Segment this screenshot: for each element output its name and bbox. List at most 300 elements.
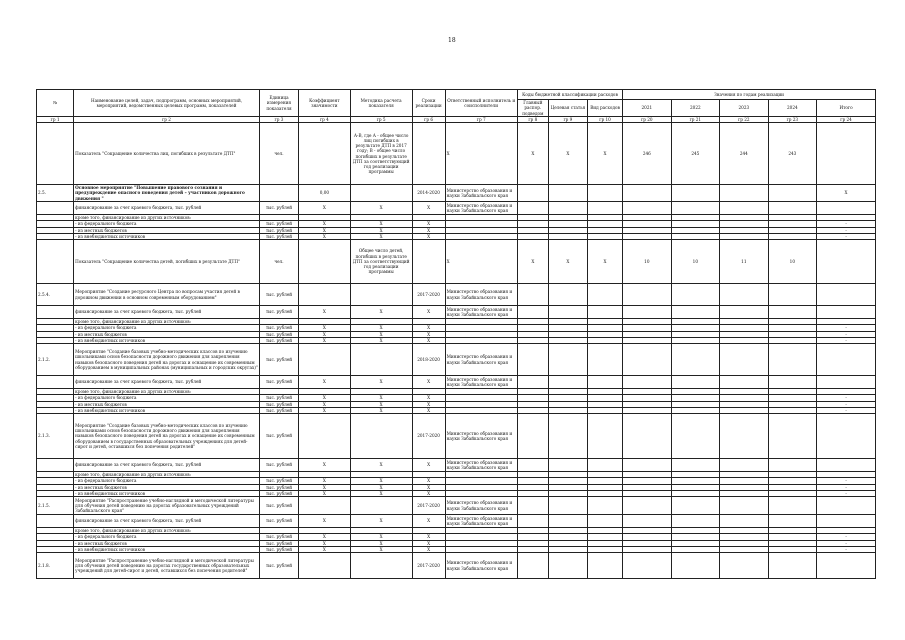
- table-cell: [768, 344, 817, 376]
- table-cell: Х: [412, 484, 445, 490]
- table-cell: 2017-2020: [412, 553, 445, 579]
- table-cell: Х: [350, 540, 412, 546]
- table-cell: Х: [299, 331, 351, 337]
- table-cell: Х: [299, 395, 351, 401]
- column-number: гр 1: [37, 116, 74, 122]
- table-cell: Х: [412, 534, 445, 540]
- table-cell: [299, 497, 351, 515]
- table-cell: [720, 497, 769, 515]
- table-cell: [259, 185, 298, 202]
- table-cell: Х: [350, 337, 412, 343]
- header-method: Методика расчета показателя: [350, 90, 412, 117]
- table-cell: [299, 240, 351, 284]
- table-cell: Х: [350, 325, 412, 331]
- table-cell: 10: [671, 240, 720, 284]
- table-cell: 2.1.2.: [37, 344, 74, 376]
- table-cell: [720, 306, 769, 319]
- table-row: [37, 515, 876, 528]
- table-cell: Х: [350, 459, 412, 472]
- table-cell: [671, 376, 720, 389]
- table-cell: Министерство образования и науки Забайкальского края: [445, 414, 517, 459]
- table-cell: тыс. рублей: [259, 227, 298, 233]
- table-cell: [817, 553, 876, 579]
- table-cell: - из федерального бюджета: [74, 325, 260, 331]
- table-cell: [299, 553, 351, 579]
- table-cell: финансирование за счет краевого бюджета, тыс. рублей: [74, 459, 260, 472]
- table-cell: Министерство образования и науки Забайкальского края: [445, 306, 517, 319]
- table-cell: [37, 376, 74, 389]
- table-cell: Х: [299, 227, 351, 233]
- table-cell: Х: [412, 337, 445, 343]
- table-cell: [350, 553, 412, 579]
- table-cell: тыс. рублей: [259, 484, 298, 490]
- table-cell: [587, 185, 622, 202]
- table-cell: [587, 515, 622, 528]
- table-cell: [817, 284, 876, 306]
- table-cell: [412, 123, 445, 185]
- table-cell: финансирование за счет краевого бюджета, тыс. рублей: [74, 376, 260, 389]
- table-cell: Х: [517, 123, 548, 185]
- table-cell: тыс. рублей: [259, 331, 298, 337]
- table-cell: -: [817, 325, 876, 331]
- header-coef: Коэффициент значимости: [299, 90, 351, 117]
- table-cell: Х: [299, 401, 351, 407]
- table-cell: [350, 284, 412, 306]
- table-cell: [299, 414, 351, 459]
- table-cell: [623, 284, 672, 306]
- table-cell: [623, 414, 672, 459]
- table-cell: Х: [299, 337, 351, 343]
- table-cell: [671, 414, 720, 459]
- table-cell: Х: [412, 401, 445, 407]
- table-cell: тыс. рублей: [259, 401, 298, 407]
- table-cell: 244: [720, 123, 769, 185]
- table-cell: - из федерального бюджета: [74, 395, 260, 401]
- table-cell: тыс. рублей: [259, 478, 298, 484]
- table-cell: [623, 185, 672, 202]
- table-cell: [817, 240, 876, 284]
- table-cell: [768, 185, 817, 202]
- table-cell: [548, 553, 587, 579]
- table-cell: Мероприятие "Создание ресурсного Центра по вопросам участия детей в дорожном движении в основном современным оборудованием": [74, 284, 260, 306]
- table-cell: -: [817, 407, 876, 413]
- table-cell: [517, 202, 548, 215]
- table-cell: Х: [412, 376, 445, 389]
- table-cell: [720, 376, 769, 389]
- table-cell: [720, 515, 769, 528]
- table-cell: [720, 459, 769, 472]
- table-cell: [517, 515, 548, 528]
- table-cell: - из внебюджетных источников: [74, 546, 260, 552]
- table-cell: Показатель "Сокращение количества лиц, погибших в результате ДТП": [74, 123, 260, 185]
- table-cell: Основное мероприятие "Повышение правового сознания и предупреждение опасного поведения детей – участников дорожного движения ": [74, 185, 260, 202]
- table-cell: -: [817, 546, 876, 552]
- table-cell: - из внебюджетных источников: [74, 407, 260, 413]
- table-cell: [768, 553, 817, 579]
- table-cell: кроме того, финансирование из других источников:: [74, 389, 260, 395]
- table-cell: [671, 515, 720, 528]
- table-cell: [623, 344, 672, 376]
- table-cell: -: [817, 534, 876, 540]
- table-cell: Х: [350, 546, 412, 552]
- table-cell: 2.1.5.: [37, 497, 74, 515]
- table-cell: Х: [412, 227, 445, 233]
- table-cell: [587, 414, 622, 459]
- table-cell: [587, 202, 622, 215]
- table-cell: Х: [350, 221, 412, 227]
- table-cell: [37, 459, 74, 472]
- table-cell: Х: [412, 540, 445, 546]
- table-cell: -: [817, 484, 876, 490]
- column-number: гр 21: [671, 116, 720, 122]
- table-cell: Х: [412, 331, 445, 337]
- table-cell: [817, 123, 876, 185]
- table-cell: тыс. рублей: [259, 395, 298, 401]
- table-row: [37, 202, 876, 215]
- table-cell: [517, 497, 548, 515]
- table-cell: тыс. рублей: [259, 376, 298, 389]
- table-cell: [587, 284, 622, 306]
- table-cell: Министерство образования и науки Забайкальского края: [445, 515, 517, 528]
- table-cell: [623, 376, 672, 389]
- table-cell: [817, 459, 876, 472]
- table-cell: [548, 202, 587, 215]
- table-row: [37, 344, 876, 376]
- table-cell: [37, 240, 74, 284]
- table-cell: Х: [445, 123, 517, 185]
- column-number: гр 5: [350, 116, 412, 122]
- table-cell: -: [817, 233, 876, 239]
- table-cell: [671, 306, 720, 319]
- table-cell: -: [817, 227, 876, 233]
- table-cell: Министерство образования и науки Забайкальского края: [445, 344, 517, 376]
- table-cell: Х: [412, 459, 445, 472]
- table-cell: - из внебюджетных источников: [74, 233, 260, 239]
- table-cell: [517, 344, 548, 376]
- table-cell: Мероприятие "Создание базовых учебно-методических классов по изучению школьниками основ безопасности дорожного движения для закрепления навыков безопасного поведения детей на дорогах и оснащение их современным оборудованием в государственных образовательных учреждениях для детей-сирот и детей, оставшихся без попечения родителей": [74, 414, 260, 459]
- table-cell: - из местных бюджетов: [74, 540, 260, 546]
- table-row: [37, 240, 876, 284]
- column-number: гр 6: [412, 116, 445, 122]
- table-cell: [548, 306, 587, 319]
- table-cell: Х: [299, 306, 351, 319]
- table-cell: Мероприятие "Создание базовых учебно-методических классов по изучению школьниками основ безопасности дорожного движения для закрепления навыков безопасного поведения детей на дорогах и оснащение их современным оборудованием в муниципальных районах (муниципальных и городских округах)": [74, 344, 260, 376]
- table-cell: [517, 459, 548, 472]
- table-cell: [37, 123, 74, 185]
- table-cell: кроме того, финансирование из других источников:: [74, 472, 260, 478]
- table-cell: 2.1.3.: [37, 414, 74, 459]
- table-row: [37, 376, 876, 389]
- table-cell: Х: [548, 240, 587, 284]
- table-cell: -: [817, 331, 876, 337]
- table-cell: [412, 240, 445, 284]
- table-cell: 2018-2020: [412, 344, 445, 376]
- table-cell: Х: [299, 478, 351, 484]
- table-cell: [817, 376, 876, 389]
- table-cell: Х: [350, 395, 412, 401]
- table-cell: тыс. рублей: [259, 306, 298, 319]
- program-table: [36, 89, 876, 579]
- table-cell: [671, 497, 720, 515]
- table-cell: тыс. рублей: [259, 534, 298, 540]
- table-cell: тыс. рублей: [259, 490, 298, 496]
- table-cell: Х: [350, 515, 412, 528]
- table-cell: Х: [412, 325, 445, 331]
- table-cell: 11: [720, 240, 769, 284]
- table-cell: тыс. рублей: [259, 337, 298, 343]
- table-cell: Х: [350, 484, 412, 490]
- table-cell: тыс. рублей: [259, 546, 298, 552]
- header-kbk-sub: Главный распор. подведом: [517, 100, 548, 117]
- table-cell: Х: [299, 325, 351, 331]
- table-cell: финансирование за счет краевого бюджета, тыс. рублей: [74, 306, 260, 319]
- table-cell: - из федерального бюджета: [74, 534, 260, 540]
- table-cell: [587, 376, 622, 389]
- header-kbk-sub: Целевая статья: [548, 100, 587, 117]
- table-cell: -: [817, 221, 876, 227]
- table-row: [37, 185, 876, 202]
- table-row: [37, 459, 876, 472]
- header-unit: Единица измерения показателя: [259, 90, 298, 117]
- table-cell: - из федерального бюджета: [74, 478, 260, 484]
- table-cell: [768, 376, 817, 389]
- column-number: гр 10: [587, 116, 622, 122]
- table-row: [37, 123, 876, 185]
- table-row: [37, 284, 876, 306]
- table-cell: 0,00: [299, 185, 351, 202]
- table-cell: Министерство образования и науки Забайкальского края: [445, 376, 517, 389]
- table-cell: Х: [412, 202, 445, 215]
- column-number: гр 4: [299, 116, 351, 122]
- table-cell: Х: [299, 534, 351, 540]
- header-kbk-sub: Вид расходов: [587, 100, 622, 117]
- table-cell: Х: [548, 123, 587, 185]
- table-cell: Х: [350, 233, 412, 239]
- column-number: гр 23: [768, 116, 817, 122]
- table-cell: Х: [299, 376, 351, 389]
- table-cell: Х: [299, 515, 351, 528]
- table-cell: Х: [299, 540, 351, 546]
- table-cell: [817, 414, 876, 459]
- table-cell: Х: [350, 401, 412, 407]
- table-cell: Х: [350, 227, 412, 233]
- table-cell: тыс. рублей: [259, 553, 298, 579]
- table-cell: [720, 284, 769, 306]
- table-cell: Показатель "Сокращение количества детей, погибших в результате ДТП": [74, 240, 260, 284]
- table-cell: [768, 497, 817, 515]
- table-cell: 10: [623, 240, 672, 284]
- table-cell: Х: [350, 407, 412, 413]
- table-cell: [720, 202, 769, 215]
- table-cell: Х: [412, 233, 445, 239]
- table-cell: [517, 306, 548, 319]
- header-year: 2021: [623, 100, 672, 117]
- table-cell: - из федерального бюджета: [74, 221, 260, 227]
- table-cell: 2.5.: [37, 185, 74, 202]
- table-cell: [671, 284, 720, 306]
- table-cell: [817, 344, 876, 376]
- table-cell: Х: [350, 202, 412, 215]
- table-cell: [299, 284, 351, 306]
- header-year: 2024: [768, 100, 817, 117]
- table-cell: -: [817, 490, 876, 496]
- table-cell: [587, 344, 622, 376]
- column-number: гр 2: [74, 116, 260, 122]
- table-cell: [37, 202, 74, 215]
- table-cell: - из внебюджетных источников: [74, 490, 260, 496]
- table-cell: [817, 497, 876, 515]
- table-cell: Х: [412, 490, 445, 496]
- header-name: Наименование целей, задач, подпрограмм, основных мероприятий, мероприятий, ведомственных целевых программ, показателей: [74, 90, 260, 117]
- table-cell: [671, 185, 720, 202]
- table-cell: Х: [350, 534, 412, 540]
- table-row: [37, 414, 876, 459]
- table-row: [37, 553, 876, 579]
- column-number: гр 24: [817, 116, 876, 122]
- table-cell: Мероприятие "Распространение учебно-наглядной и методической литературы для обучения детей поведению на дорогах образовательных учреждений Забайкальского края": [74, 497, 260, 515]
- column-number: гр 20: [623, 116, 672, 122]
- table-cell: [623, 202, 672, 215]
- table-cell: 245: [671, 123, 720, 185]
- table-cell: - из местных бюджетов: [74, 401, 260, 407]
- table-cell: [517, 553, 548, 579]
- table-cell: [548, 344, 587, 376]
- table-cell: -: [817, 478, 876, 484]
- table-cell: -: [817, 337, 876, 343]
- table-cell: Х: [299, 202, 351, 215]
- table-cell: [817, 202, 876, 215]
- column-number: гр 8: [517, 116, 548, 122]
- table-cell: кроме того, финансирование из других источников:: [74, 319, 260, 325]
- table-cell: - из местных бюджетов: [74, 331, 260, 337]
- table-cell: Х: [350, 490, 412, 496]
- page-number: 18: [448, 37, 456, 44]
- table-cell: [671, 553, 720, 579]
- table-cell: чел.: [259, 240, 298, 284]
- table-cell: Министерство образования и науки Забайкальского края: [445, 459, 517, 472]
- table-cell: [517, 284, 548, 306]
- table-cell: Х: [350, 306, 412, 319]
- table-cell: тыс. рублей: [259, 344, 298, 376]
- table-cell: 246: [623, 123, 672, 185]
- table-cell: -: [817, 540, 876, 546]
- header-period: Сроки реализации: [412, 90, 445, 117]
- table-cell: [548, 515, 587, 528]
- table-cell: [517, 376, 548, 389]
- table-cell: [548, 497, 587, 515]
- table-cell: кроме того, финансирование из других источников:: [74, 528, 260, 534]
- table-cell: [587, 553, 622, 579]
- table-cell: [299, 123, 351, 185]
- table-cell: [548, 185, 587, 202]
- table-cell: кроме того, финансирование из других источников:: [74, 215, 260, 221]
- table-cell: Министерство образования и науки Забайкальского края: [445, 202, 517, 215]
- table-cell: Х: [412, 306, 445, 319]
- table-cell: - из местных бюджетов: [74, 484, 260, 490]
- table-cell: [671, 459, 720, 472]
- table-cell: Х: [299, 233, 351, 239]
- table-cell: [671, 344, 720, 376]
- table-cell: тыс. рублей: [259, 515, 298, 528]
- table-cell: Х: [299, 459, 351, 472]
- table-cell: Х: [412, 478, 445, 484]
- table-cell: Х: [299, 221, 351, 227]
- column-number: гр 3: [259, 116, 298, 122]
- table-cell: Х: [412, 221, 445, 227]
- table-cell: Х: [817, 185, 876, 202]
- table-cell: [37, 515, 74, 528]
- table-cell: 2017-2020: [412, 284, 445, 306]
- table-cell: [37, 306, 74, 319]
- table-cell: [768, 202, 817, 215]
- table-cell: [548, 459, 587, 472]
- table-cell: - из внебюджетных источников: [74, 337, 260, 343]
- table-cell: [768, 459, 817, 472]
- table-cell: тыс. рублей: [259, 540, 298, 546]
- table-cell: Х: [412, 515, 445, 528]
- table-cell: тыс. рублей: [259, 221, 298, 227]
- table-cell: Х: [412, 407, 445, 413]
- table-cell: Х: [350, 376, 412, 389]
- table-cell: 243: [768, 123, 817, 185]
- table-cell: -: [817, 401, 876, 407]
- column-number: гр 9: [548, 116, 587, 122]
- table-cell: [350, 344, 412, 376]
- table-cell: чел.: [259, 123, 298, 185]
- table-cell: [350, 185, 412, 202]
- table-cell: тыс. рублей: [259, 202, 298, 215]
- header-kbk: Коды бюджетной классификации расходов: [517, 90, 622, 100]
- table-cell: Х: [587, 240, 622, 284]
- table-row: [37, 306, 876, 319]
- table-cell: Общее число детей, погибших в результате ДТП за соответствующий год реализации программы: [350, 240, 412, 284]
- table-cell: Х: [350, 478, 412, 484]
- table-cell: [720, 344, 769, 376]
- header-year: 2022: [671, 100, 720, 117]
- table-cell: [768, 515, 817, 528]
- table-cell: тыс. рублей: [259, 233, 298, 239]
- table-cell: Х: [299, 407, 351, 413]
- table-cell: -: [817, 395, 876, 401]
- table-cell: [623, 306, 672, 319]
- table-cell: Х: [299, 490, 351, 496]
- table-cell: [587, 497, 622, 515]
- table-cell: Х: [445, 240, 517, 284]
- table-cell: Х: [517, 240, 548, 284]
- table-cell: [517, 414, 548, 459]
- column-number: гр 22: [720, 116, 769, 122]
- table-cell: 2.1.8.: [37, 553, 74, 579]
- table-cell: Министерство образования и науки Забайкальского края: [445, 553, 517, 579]
- table-cell: [548, 414, 587, 459]
- table-cell: - из местных бюджетов: [74, 227, 260, 233]
- table-cell: [350, 497, 412, 515]
- table-cell: Х: [299, 484, 351, 490]
- table-cell: [623, 553, 672, 579]
- table-cell: Мероприятие "Распространение учебно-наглядной и методической литературы для обучения детей поведению на дорогах государственных образовательных учреждений для детей-сирот и детей, оставшихся без попечения родителей": [74, 553, 260, 579]
- table-cell: тыс. рублей: [259, 459, 298, 472]
- table-cell: [623, 459, 672, 472]
- table-cell: тыс. рублей: [259, 407, 298, 413]
- table-cell: 2.5.4.: [37, 284, 74, 306]
- table-cell: [768, 414, 817, 459]
- header-responsible: Ответственный исполнитель и соисполнители: [445, 90, 517, 117]
- table-cell: [720, 553, 769, 579]
- table-cell: Х: [299, 546, 351, 552]
- table-cell: [671, 202, 720, 215]
- table-cell: [548, 284, 587, 306]
- table-cell: [517, 185, 548, 202]
